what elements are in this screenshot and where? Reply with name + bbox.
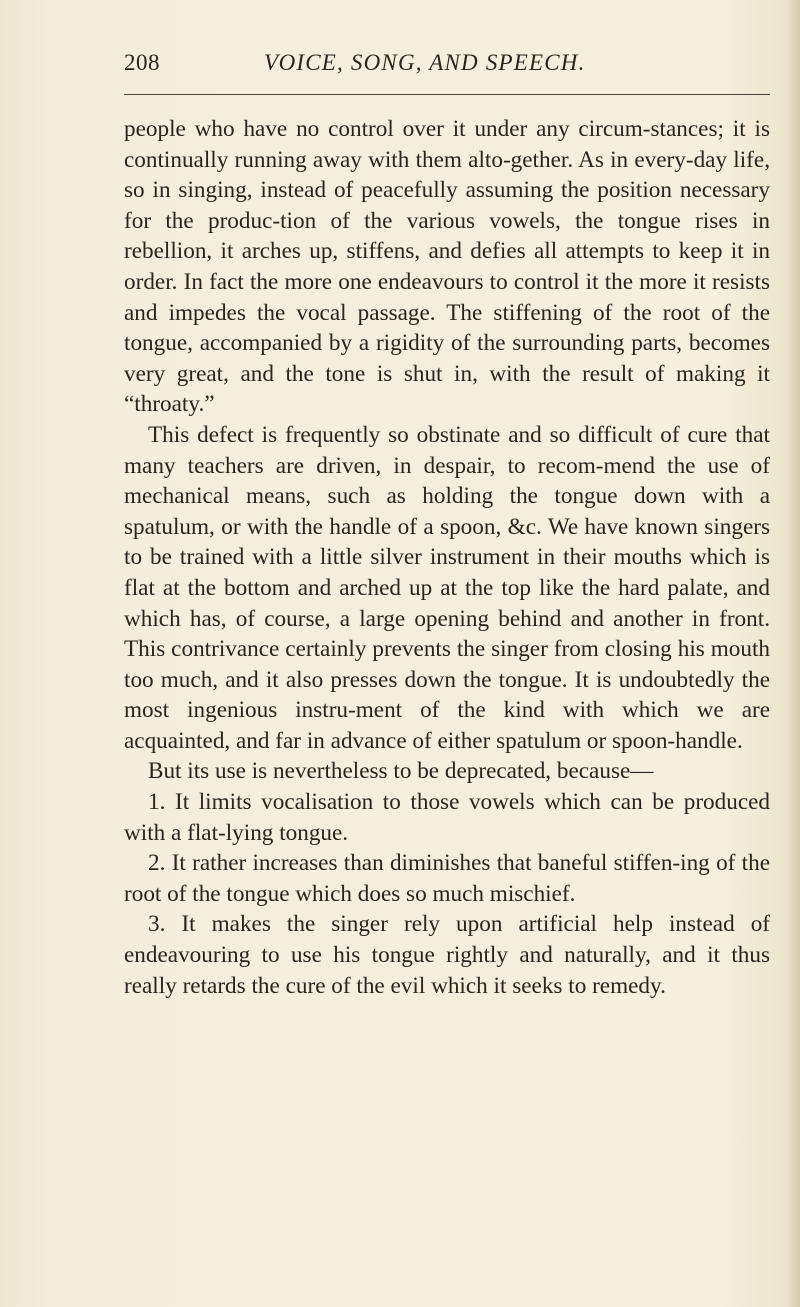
body-text bbox=[124, 114, 770, 1001]
list-text: It limits vocalisation to those vowels which can be produced with a flat-lying tongue. bbox=[124, 789, 770, 846]
page-header bbox=[124, 46, 770, 86]
paragraph-2: This defect is frequently so obstinate and so difficult of cure that many teachers are driven, in despair, to recom-mend the use of mechanical means, such as holding the tongue down with a spatulum, or with the handle of a spoon, &c. We have known singers to be trained with a little silver instrument in their mouths which is flat at the bottom and arched up at the top like the hard palate, and which has, of course, a large opening behind and another in front. This contrivance certainly prevents the singer from closing his mouth too much, and it also presses down the tongue. It is undoubtedly the most ingenious instru-ment of the kind with which we are acquainted, and far in advance of either spatulum or spoon-handle. bbox=[124, 421, 770, 754]
paragraph-1: people who have no control over it under any circum-stances; it is continually running away with them alto-gether. As in every-day life, so in singing, instead of peacefully assuming the position necessary for the produc-tion of the various vowels, the tongue rises in rebellion, it arches up, stiffens, and defies all attempts to keep it in order. In fact the more one endeavours to control it the more it resists and impedes the vocal passage. The stiffening of the root of the tongue, accompanied by a rigidity of the surrounding parts, becomes very great, and the tone is shut in, with the result of making it “throaty.” bbox=[124, 116, 770, 418]
header-rule bbox=[124, 94, 770, 95]
list-number: 3. bbox=[148, 911, 166, 938]
list-text: It rather increases than diminishes that baneful stiffen-ing of the root of the tongue which does so much mischief. bbox=[124, 850, 771, 907]
list-item-1 bbox=[124, 787, 770, 848]
list-number: 2. bbox=[148, 850, 166, 877]
running-title: VOICE, SONG, AND SPEECH. bbox=[264, 50, 586, 75]
paragraph-3: But its use is nevertheless to be deprecated, because— bbox=[148, 758, 654, 785]
page-edge-shadow bbox=[786, 0, 800, 1307]
page-number: 208 bbox=[124, 50, 160, 75]
list-number: 1. bbox=[148, 789, 166, 816]
list-item-3 bbox=[124, 909, 770, 1001]
list-item-2 bbox=[124, 848, 770, 909]
list-text: It makes the singer rely upon artificial help instead of endeavouring to use his tongue rightly and naturally, and it thus really retards the cure of the evil which it seeks to remedy. bbox=[124, 911, 771, 999]
